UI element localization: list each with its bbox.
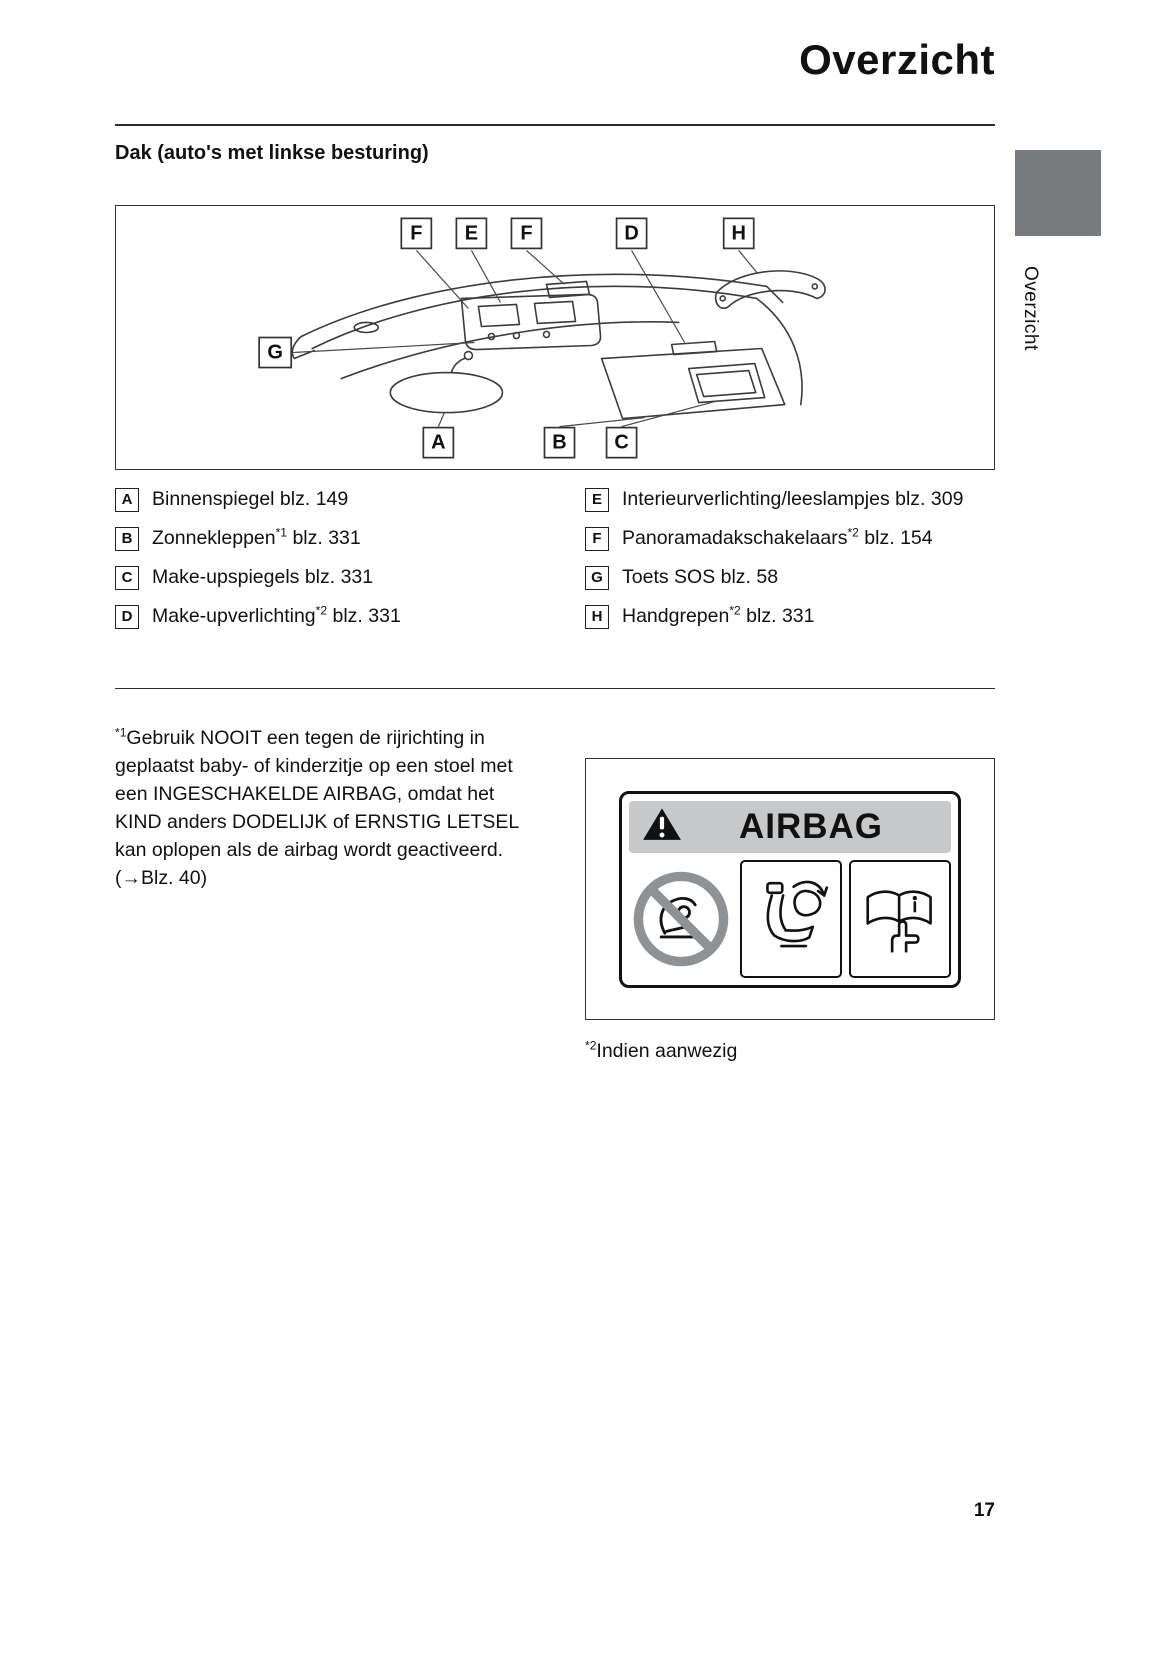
footnote-1 [115, 724, 545, 892]
roof-diagram [115, 205, 995, 470]
callout-F2 [511, 218, 541, 248]
legend-item-d [115, 604, 563, 629]
chapter-tab [1015, 150, 1101, 236]
callout-letter-a: A [431, 431, 446, 454]
legend-label-e: Interieurverlichting/leeslampjes blz. 309 [622, 488, 964, 510]
legend-label-b: Zonnekleppen$^{*1}$ blz. 331 [152, 525, 361, 549]
airbag-label-panels [629, 860, 951, 978]
legend-item-f [585, 526, 997, 551]
legend-item-h [585, 604, 997, 629]
footnote-2-marker: *2 [585, 1038, 597, 1053]
airbag-label-header [629, 801, 951, 853]
footnote-1-text: Gebruik NOOIT een tegen de rijrichting in geplaatst baby- of kinderzitje op een stoel met een INGESCHAKELDE AIRBAG, omdat het KIND anders DODELIJK of ERNSTIG LETSEL kan oplopen als de airbag wordt geactiveerd. (→Blz. 40) [115, 727, 519, 890]
callout-letter-d: D [624, 222, 639, 245]
callout-F1 [401, 218, 431, 248]
callout-letter-e: E [464, 222, 479, 245]
legend-label-f: Panoramadakschakelaars$^{*2}$ blz. 154 [622, 525, 933, 549]
callout-letter-c: C [614, 431, 629, 454]
callout-B [544, 428, 574, 458]
page-title: Overzicht [799, 36, 995, 83]
legend-key-e: E [585, 488, 609, 512]
page-number: 17 [973, 1500, 995, 1521]
legend-item-e [585, 487, 997, 512]
roof-diagram-svg [116, 206, 994, 469]
callout-letter-b: B [552, 431, 567, 454]
legend-key-f: F [585, 527, 609, 551]
footnote-1-marker: *1 [115, 725, 127, 740]
footnote-2 [585, 1040, 737, 1063]
legend-label-a: Binnenspiegel blz. 149 [152, 488, 349, 510]
footnote-2-text: Indien aanwezig [596, 1040, 738, 1062]
legend-key-g: G [585, 566, 609, 590]
airbag-label-text: AIRBAG [738, 806, 884, 846]
callout-letter-f2: F [520, 222, 533, 245]
callout-letter-h: H [731, 222, 746, 245]
chapter-tab-label: Overzicht [1020, 266, 1041, 351]
callout-letter-g: G [267, 341, 283, 364]
no-rear-facing-child-seat-icon [629, 860, 733, 978]
legend-item-a [115, 487, 563, 512]
legend-key-d: D [115, 605, 139, 629]
callout-A [423, 428, 453, 458]
legend-right-column [585, 487, 997, 629]
roof-line-art [292, 271, 825, 419]
manual-book-icon [849, 860, 951, 978]
seat-airbag-icon [740, 860, 842, 978]
legend-key-a: A [115, 488, 139, 512]
legend-left-column [115, 487, 563, 629]
legend-key-b: B [115, 527, 139, 551]
legend-label-h: Handgrepen$^{*2}$ blz. 331 [622, 603, 815, 627]
legend-label-g: Toets SOS blz. 58 [622, 566, 779, 588]
legend-label-c: Make-upspiegels blz. 331 [152, 566, 374, 588]
callout-G [259, 338, 291, 368]
warning-triangle-icon [641, 806, 683, 848]
callout-C [607, 428, 637, 458]
section-heading: Dak (auto's met linkse besturing) [115, 142, 429, 164]
legend-key-c: C [115, 566, 139, 590]
airbag-warning-label [619, 791, 961, 988]
legend-item-g [585, 565, 997, 590]
airbag-warning-figure [585, 758, 995, 1020]
title-divider [115, 124, 995, 126]
callout-H [724, 218, 754, 248]
legend-item-c [115, 565, 563, 590]
callout-letter-f1: F [410, 222, 423, 245]
callout-D [617, 218, 647, 248]
legend-item-b [115, 526, 563, 551]
legend-label-d: Make-upverlichting$^{*2}$ blz. 331 [152, 603, 401, 627]
section-divider [115, 688, 995, 689]
callout-E [456, 218, 486, 248]
legend-key-h: H [585, 605, 609, 629]
